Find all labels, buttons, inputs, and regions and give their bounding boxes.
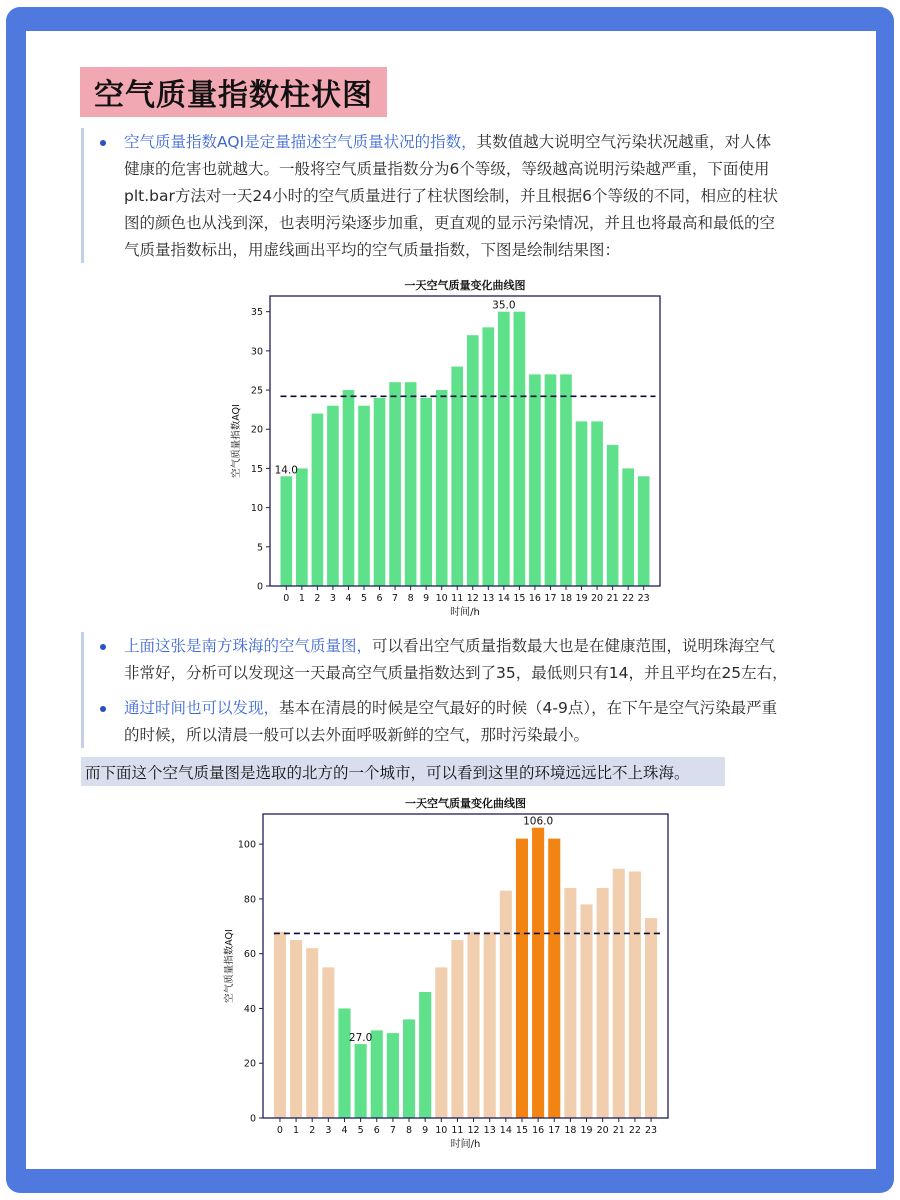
x-tick-label: 22: [628, 1125, 641, 1136]
analysis-1-highlight: 上面这张是南方珠海的空气质量图，: [124, 637, 373, 655]
bar-21: [613, 869, 625, 1118]
x-tick-label: 20: [591, 593, 604, 604]
bar-23: [645, 918, 657, 1118]
bar-11: [451, 367, 463, 586]
y-tick-label: 80: [243, 894, 256, 906]
intro-line2: 健康的危害也就越大。一般将空气质量指数分为6个等级，等级越高说明污染越严重，下面使用: [124, 160, 770, 178]
bar-12: [468, 932, 480, 1118]
x-tick-label: 14: [497, 593, 510, 604]
chart-title: 一天空气质量变化曲线图: [405, 797, 526, 810]
bullet-icon: [100, 706, 106, 712]
bar-14: [500, 891, 512, 1118]
bar-5: [355, 1044, 367, 1118]
bar-0: [274, 932, 286, 1118]
bar-13: [482, 327, 494, 586]
y-tick-label: 30: [250, 346, 263, 358]
analysis-2-highlight: 通过时间也可以发现，: [124, 699, 280, 717]
bar-17: [548, 839, 560, 1118]
bar-3: [327, 406, 339, 586]
x-tick-label: 7: [392, 593, 399, 604]
x-tick-label: 13: [483, 1125, 496, 1136]
x-tick-label: 10: [435, 593, 448, 604]
x-tick-label: 21: [612, 1125, 625, 1136]
y-tick-label: 40: [243, 1003, 256, 1015]
bar-9: [419, 992, 431, 1118]
x-tick-label: 6: [376, 593, 383, 604]
analysis-quote: [81, 632, 819, 748]
x-tick-label: 23: [645, 1125, 658, 1136]
x-tick-label: 1: [293, 1125, 300, 1136]
x-tick-label: 19: [575, 593, 588, 604]
y-tick-label: 25: [250, 385, 263, 397]
x-tick-label: 8: [406, 1125, 413, 1136]
bar-3: [322, 967, 334, 1118]
x-tick-label: 19: [580, 1125, 593, 1136]
bar-22: [622, 468, 634, 586]
bullet-icon: [100, 140, 106, 146]
analysis-1-line2: 非常好，分析可以发现这一天最高空气质量指数达到了35，最低则只有14，并且平均在25左右，: [124, 664, 788, 682]
bar-7: [389, 382, 401, 586]
bar-19: [580, 904, 592, 1118]
intro-highlight: 空气质量指数AQI是定量描述空气质量状况的指数，: [124, 133, 477, 151]
bar-9: [420, 398, 432, 586]
x-axis-label: 时间/h: [450, 1139, 481, 1150]
northern-city-banner: [81, 757, 725, 786]
x-tick-label: 12: [466, 593, 479, 604]
x-tick-label: 18: [564, 1125, 577, 1136]
analysis-1-line1: 可以看出空气质量指数最大也是在健康范围，说明珠海空气: [372, 637, 776, 655]
bar-23: [638, 476, 650, 586]
x-tick-label: 0: [276, 1125, 283, 1136]
analysis-paragraph-1: [84, 633, 819, 687]
bar-2: [312, 414, 324, 586]
bar-20: [597, 888, 609, 1118]
bar-1: [290, 940, 302, 1118]
x-tick-label: 5: [357, 1125, 364, 1136]
data-label: 27.0: [348, 1032, 373, 1045]
bar-20: [591, 421, 603, 586]
x-tick-label: 10: [435, 1125, 448, 1136]
chart-zhuhai-aqi: [220, 275, 680, 625]
x-tick-label: 7: [389, 1125, 396, 1136]
x-tick-label: 5: [360, 593, 368, 604]
bar-2: [306, 948, 318, 1118]
y-tick-label: 100: [237, 839, 256, 851]
bar-10: [435, 967, 447, 1118]
y-tick-label: 5: [256, 542, 263, 554]
y-tick-label: 0: [249, 1113, 256, 1125]
intro-line1: 其数值越大说明空气污染状况越重，对人体: [476, 133, 772, 151]
x-tick-label: 12: [467, 1125, 480, 1136]
x-tick-label: 18: [559, 593, 573, 604]
banner-text: 而下面这个空气质量图是选取的北方的一个城市，可以看到这里的环境远远比不上珠海。: [85, 763, 690, 782]
bar-16: [529, 374, 541, 586]
bar-10: [436, 390, 448, 586]
x-tick-label: 17: [544, 593, 557, 604]
y-tick-label: 60: [243, 949, 256, 961]
bar-5: [358, 406, 370, 586]
x-tick-label: 3: [325, 1125, 332, 1136]
bar-19: [576, 421, 588, 586]
chart-northern-city-aqi: [215, 793, 675, 1155]
x-tick-label: 20: [596, 1125, 609, 1136]
y-tick-label: 35: [250, 307, 263, 319]
x-tick-label: 6: [373, 1125, 380, 1136]
x-tick-label: 22: [622, 593, 635, 604]
page-title-block: [80, 67, 387, 117]
x-tick-label: 16: [528, 593, 541, 604]
x-tick-label: 4: [341, 1125, 348, 1136]
bar-16: [532, 828, 544, 1118]
x-tick-label: 9: [423, 593, 430, 604]
x-tick-label: 8: [407, 593, 414, 604]
bar-17: [545, 374, 557, 586]
x-tick-label: 21: [606, 593, 619, 604]
y-tick-label: 15: [250, 463, 263, 475]
data-label: 35.0: [492, 299, 516, 312]
bar-7: [387, 1033, 399, 1118]
bar-22: [629, 872, 641, 1118]
x-tick-label: 3: [329, 593, 336, 604]
bar-8: [403, 1019, 415, 1118]
bar-8: [405, 382, 417, 586]
x-tick-label: 14: [499, 1125, 512, 1136]
y-tick-label: 0: [256, 581, 263, 593]
bar-4: [343, 390, 355, 586]
bar-13: [484, 932, 496, 1118]
data-label: 14.0: [274, 464, 299, 477]
bar-6: [371, 1030, 383, 1118]
bar-12: [467, 335, 479, 586]
y-axis-label: 空气质量指数AQI: [231, 404, 242, 478]
y-axis-label: 空气质量指数AQI: [224, 929, 235, 1003]
bar-0: [280, 476, 292, 586]
y-tick-label: 10: [250, 503, 263, 515]
bullet-icon: [100, 644, 106, 650]
x-tick-label: 4: [345, 593, 352, 604]
intro-paragraph: [84, 129, 819, 264]
bar-15: [514, 312, 526, 586]
x-tick-label: 1: [298, 593, 305, 604]
x-tick-label: 17: [548, 1125, 561, 1136]
x-tick-label: 13: [482, 593, 495, 604]
intro-quote: [81, 128, 819, 263]
bar-18: [564, 888, 576, 1118]
x-tick-label: 0: [283, 593, 290, 604]
x-tick-label: 2: [309, 1125, 316, 1136]
x-tick-label: 11: [451, 593, 464, 604]
bar-14: [498, 312, 510, 586]
x-tick-label: 15: [515, 1125, 529, 1136]
x-axis-label: 时间/h: [450, 607, 480, 618]
bar-4: [338, 1008, 350, 1118]
data-label: 106.0: [523, 815, 554, 828]
analysis-2-line2: 的时候，所以清晨一般可以去外面呼吸新鲜的空气，那时污染最小。: [124, 726, 590, 744]
x-tick-label: 11: [451, 1125, 464, 1136]
intro-line5: 气质量指数标出，用虚线画出平均的空气质量指数，下图是绘制结果图：: [124, 241, 621, 259]
analysis-paragraph-2: [84, 695, 819, 749]
x-tick-label: 23: [637, 593, 650, 604]
bar-1: [296, 468, 308, 586]
bar-6: [374, 398, 386, 586]
bar-15: [516, 839, 528, 1118]
x-tick-label: 16: [532, 1125, 545, 1136]
x-tick-label: 9: [422, 1125, 429, 1136]
y-tick-label: 20: [250, 424, 263, 436]
intro-line3: plt.bar方法对一天24小时的空气质量进行了柱状图绘制，并且根据6个等级的不同，相应的柱状: [124, 187, 778, 205]
chart-title: 一天空气质量变化曲线图: [404, 279, 526, 292]
intro-line4: 图的颜色也从浅到深，也表明污染逐步加重，更直观的显示污染情况，并且也将最高和最低的空: [124, 214, 776, 232]
bar-11: [451, 940, 463, 1118]
analysis-2-line1: 基本在清晨的时候是空气最好的时候（4-9点），在下午是空气污染最严重: [279, 699, 778, 717]
x-tick-label: 2: [314, 593, 321, 604]
bar-21: [607, 445, 619, 586]
y-tick-label: 20: [243, 1058, 256, 1070]
x-tick-label: 15: [513, 593, 526, 604]
bar-18: [560, 374, 572, 586]
page-title: 空气质量指数柱状图: [94, 78, 373, 113]
